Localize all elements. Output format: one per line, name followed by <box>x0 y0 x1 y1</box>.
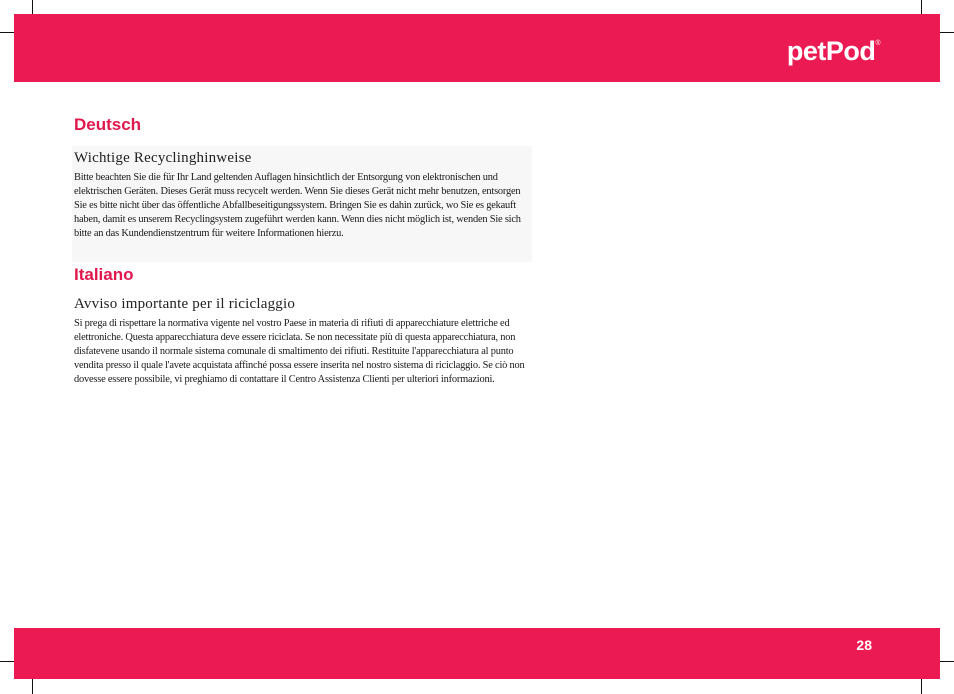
section-heading-deutsch: Deutsch <box>74 115 142 134</box>
brand-registered-mark: ® <box>875 40 880 47</box>
footer-band <box>14 628 940 679</box>
brand-name: petPod <box>786 36 876 66</box>
section-italiano <box>72 296 532 387</box>
subheading-deutsch: Wichtige Recyclinghinweise <box>74 150 252 166</box>
body-text-deutsch: Bitte beachten Sie die für Ihr Land geltenden Auflagen hinsichtlich der Entsorgung von elektronischen und elektrischen Geräten. Dieses Gerät muss recycelt werden. Wenn Sie dieses Gerät nicht mehr benutzen, entsorgen Sie es bitte nicht über das öffentliche Abfallbeseitigungssystem. Bringen Sie es dahin zurück, wo Sie es gekauft haben, damit es unserem Recyclingsystem zugeführt werden kann. Wenn dies nicht möglich ist, wenden Sie sich bitte an das Kundendienstzentrum für weitere Informationen hierzu. <box>74 172 521 239</box>
section-deutsch <box>72 146 532 262</box>
page-number: 28 <box>856 637 872 653</box>
header-band <box>14 14 940 82</box>
body-text-italiano: Si prega di rispettare la normativa vigente nel vostro Paese in materia di rifiuti di apparecchiature elettriche ed elettroniche. Questa apparecchiatura deve essere riciclata. Se non necessitate più di questa apparecchiatura, non disfatevene usando il normale sistema comunale di smaltimento dei rifiuti. Restituite l'apparecchiatura al punto vendita presso il quale l'avete acquistata affinché possa essere inserita nel nostro sistema di riciclaggio. Se ciò non dovesse essere possibile, vi preghiamo di contattare il Centro Assistenza Clienti per ulteriori informazioni. <box>74 318 525 385</box>
section-heading-italiano: Italiano <box>74 265 134 284</box>
brand-logo <box>787 36 880 67</box>
subheading-italiano: Avviso importante per il riciclaggio <box>74 296 296 312</box>
